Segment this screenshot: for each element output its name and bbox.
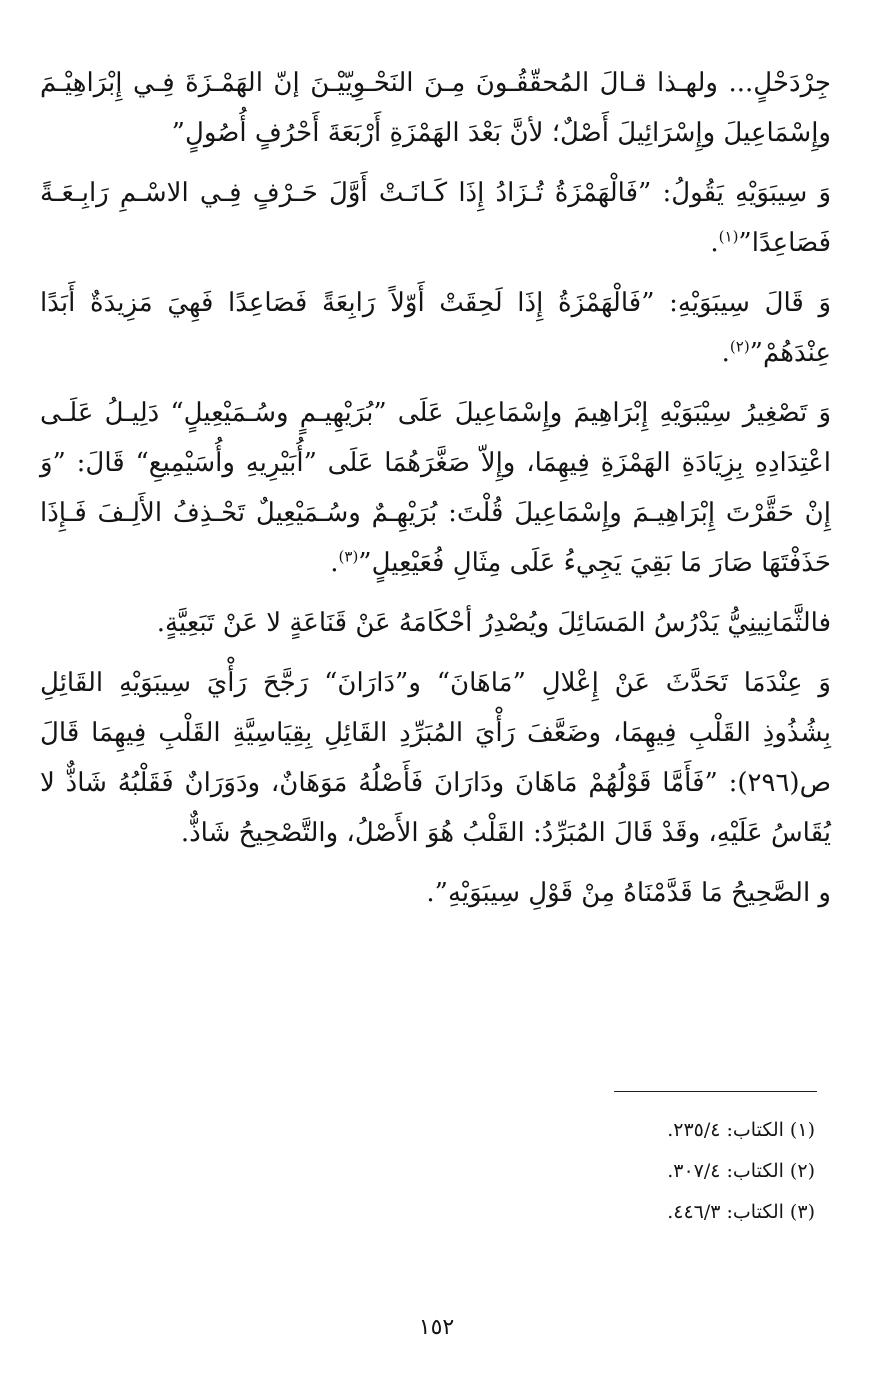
paragraph-7-text: و الصَّحِيحُ مَا قَدَّمْنَاهُ مِنْ قَوْلِ سِيبَوَيْهِ”. bbox=[426, 878, 831, 908]
paragraph-5 bbox=[40, 598, 831, 648]
paragraph-2: وَ سِيبَوَيْهِ يَقُولُ: ”فَالْهَمْزَةُ تُـزَادُ إِذَا كَـانَـتْ أَوَّلَ حَـرْفٍ فِـي الاسْـمِ رَابِـعَـةً فَصَاعِدًا”$^{(١)}$. bbox=[40, 178, 831, 258]
paragraph-4-text: وَ تَصْغِيرُ سِيْبَوَيْهِ إِبْرَاهِيمَ وإِسْمَاعِيلَ عَلَى ”بُرَيْهِيـمٍ وسُـمَيْعِيلٍ“ دَلِيـلُ عَلَـى اعْتِدَادِهِ بِزِيَادَةِ الهَمْزَةِ فِيهِمَا، وإِلاّ صَغَّرَهُمَا عَلَى ”أُبَيْرِيهِ وأُسَيْمِيعِ“ قَالَ: ”وَ إِنْ حَقَّرْتَ إِبْرَاهِيـمَ وإِسْمَاعِيلَ قُلْتَ: بُرَيْهِـمٌ وسُـمَيْعِيلٌ تَحْـذِفُ الأَلِـفَ فَـإِذَا حَذَفْتَهَا صَارَ مَا بَقِيَ يَجِيءُ عَلَى مِثَالِ فُعَيْعِيلٍ” bbox=[40, 398, 831, 578]
footnote-ref-3[interactable]: (٣) bbox=[338, 547, 359, 566]
footnote-separator bbox=[614, 1091, 817, 1092]
paragraph-2-text: وَ سِيبَوَيْهِ يَقُولُ: ”فَالْهَمْزَةُ تُـزَادُ إِذَا كَـانَـتْ أَوَّلَ حَـرْفٍ فِـي الاسْـمِ رَابِـعَـةً فَصَاعِدًا” bbox=[40, 178, 831, 258]
paragraph-3-text: وَ قَالَ سِيبَوَيْهِ: ”فَالْهَمْزَةُ إِذَا لَحِقَتْ أَوّلاً رَابِعَةً فَصَاعِدًا فَهِيَ مَزِيدَةٌ أَبَدًا عِنْدَهُمْ” bbox=[40, 288, 831, 368]
footnote-1: (١) الكتاب: ٢٣٥/٤. bbox=[667, 1119, 815, 1141]
paragraph-5-text: فالثَّمَانِينِيُّ يَدْرُسُ المَسَائِلَ ويُصْدِرُ أحْكَامَهُ عَنْ قَنَاعَةٍ لا عَنْ تَبَعِيَّةٍ. bbox=[156, 608, 831, 638]
paragraph-1-text: جِرْدَحْلٍ... ولهـذا قـالَ المُحقّقُـونَ مِـنَ النَحْـوِيّيْـنَ إنّ الهَمْـزَةَ فِـي إِبْرَاهِيْـمَ وإِسْمَاعِيلَ وإِسْرَائِيلَ أَصْلٌ؛ لأنَّ بَعْدَ الهَمْزَةِ أَرْبَعَةَ أَحْرُفٍ أُصُولٍ” bbox=[40, 68, 831, 148]
page-number: ١٥٢ bbox=[418, 1315, 455, 1340]
paragraph-3: وَ قَالَ سِيبَوَيْهِ: ”فَالْهَمْزَةُ إِذَا لَحِقَتْ أَوّلاً رَابِعَةً فَصَاعِدًا فَهِيَ مَزِيدَةٌ أَبَدًا عِنْدَهُمْ”$^{(٢)}$. bbox=[40, 288, 831, 368]
footnote-ref-1[interactable]: (١) bbox=[718, 227, 739, 246]
footnote-3: (٣) الكتاب: ٤٤٦/٣. bbox=[667, 1201, 815, 1223]
paragraph-6 bbox=[40, 658, 831, 858]
paragraph-1 bbox=[40, 58, 831, 158]
paragraph-7 bbox=[40, 868, 831, 918]
footnote-ref-2[interactable]: (٢) bbox=[729, 337, 750, 356]
paragraph-6-text: وَ عِنْدَمَا تَحَدَّثَ عَنْ إِعْلالِ ”مَاهَانَ“ و”دَارَانَ“ رَجَّحَ رَأْيَ سِيبَوَيْهِ القَائِلِ بِشُذُوذِ القَلْبِ فِيهِمَا، وضَعَّفَ رَأْيَ المُبَرِّدِ القَائِلِ بِقِيَاسِيَّةِ القَلْبِ فِيهِمَا قَالَ ص(٢٩٦): ”فَأَمَّا قَوْلُهُمْ مَاهَانَ ودَارَانَ فَأَصْلُهُ مَوَهَانٌ، ودَوَرَانٌ فَقَلْبُهُ شَاذٌّ لا يُقَاسُ عَلَيْهِ، وقَدْ قَالَ المُبَرِّدُ: القَلْبُ هُوَ الأَصْلُ، والتَّصْحِيحُ شَاذٌّ. bbox=[40, 668, 831, 848]
paragraph-4: وَ تَصْغِيرُ سِيْبَوَيْهِ إِبْرَاهِيمَ وإِسْمَاعِيلَ عَلَى ”بُرَيْهِيـمٍ وسُـمَيْعِيلٍ“ دَلِيـلُ عَلَـى اعْتِدَادِهِ بِزِيَادَةِ الهَمْزَةِ فِيهِمَا، وإِلاّ صَغَّرَهُمَا عَلَى ”أُبَيْرِيهِ وأُسَيْمِيعِ“ قَالَ: ”وَ إِنْ حَقَّرْتَ إِبْرَاهِيـمَ وإِسْمَاعِيلَ قُلْتَ: بُرَيْهِـمٌ وسُـمَيْعِيلٌ تَحْـذِفُ الأَلِـفَ فَـإِذَا حَذَفْتَهَا صَارَ مَا بَقِيَ يَجِيءُ عَلَى مِثَالِ فُعَيْعِيلٍ”$^{(٣)}$. bbox=[40, 398, 831, 578]
footnote-2: (٢) الكتاب: ٣٠٧/٤. bbox=[667, 1160, 815, 1182]
footnotes bbox=[667, 1110, 815, 1233]
main-text bbox=[40, 58, 831, 928]
